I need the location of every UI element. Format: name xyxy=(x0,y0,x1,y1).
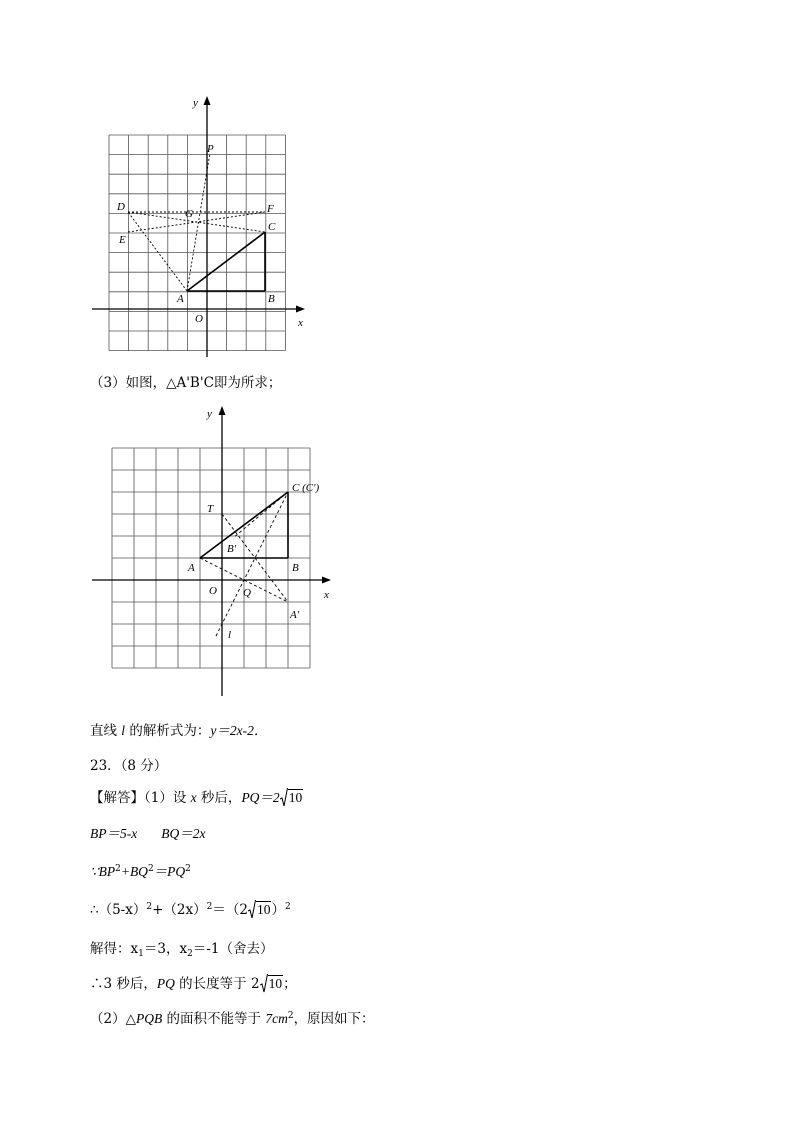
label-A: A xyxy=(188,562,195,574)
figure-1 xyxy=(86,92,316,362)
therefore-equation: $\therefore(5-x)^2+(2x)^2=(2$ 10）$^2$ xyxy=(90,902,291,918)
label-A: A xyxy=(177,293,184,305)
label-F: F xyxy=(267,203,274,215)
sqrt-sign: 10 xyxy=(260,975,284,993)
bp-bq-line: BP＝5-x BQ＝2x xyxy=(90,826,206,841)
x-axis-arrow xyxy=(296,306,305,313)
label-O: O xyxy=(195,313,203,325)
x-axis-arrow xyxy=(322,577,331,584)
label-x: x xyxy=(298,317,303,329)
solve-line: 解得：$x_1=3$，$x_2=-1$（舍去） xyxy=(90,941,274,959)
label-C: C (C') xyxy=(292,482,320,494)
label-C: C xyxy=(268,221,276,233)
sqrt-sign: 10 xyxy=(280,789,304,807)
label-y: y xyxy=(207,408,212,420)
label-y: y xyxy=(193,97,198,109)
label-D: D xyxy=(117,201,125,213)
label-B: B xyxy=(292,562,299,574)
line-l xyxy=(216,492,288,636)
label-O: O xyxy=(209,585,217,597)
label-P: P xyxy=(207,143,214,155)
caption-3: （3）如图，△A'B'C即为所求； xyxy=(90,375,282,391)
because-line: $\because BP^2+BQ^2=PQ^2$ xyxy=(90,864,191,879)
segment-AC xyxy=(187,232,265,291)
answer-part-1: 【解答】（1）设 x 秒后，PQ＝2 10 xyxy=(90,790,303,806)
label-A-prime: A' xyxy=(290,609,300,621)
label-Q: Q xyxy=(243,587,251,599)
label-B: B xyxy=(268,293,275,305)
question-23-heading: 23．（8 分） xyxy=(90,758,168,774)
label-l: l xyxy=(228,629,232,641)
y-axis-arrow xyxy=(219,406,226,415)
conclusion-line: ∴3 秒后，PQ 的长度等于 2 10； xyxy=(90,976,297,992)
label-E: E xyxy=(119,234,126,246)
segment-AD xyxy=(128,212,187,291)
part-2-line: （2）△PQB 的面积不能等于 $7cm^2$，原因如下： xyxy=(90,1011,375,1027)
sqrt-sign: 10 xyxy=(248,901,272,919)
label-G: G xyxy=(185,208,193,220)
label-B-prime: B' xyxy=(227,543,237,555)
line-l-equation: 直线 l 的解析式为：y＝2x-2． xyxy=(90,723,268,739)
label-x: x xyxy=(324,589,329,601)
label-T: T xyxy=(207,503,214,515)
y-axis-arrow xyxy=(204,96,211,105)
figure-2 xyxy=(88,400,338,700)
